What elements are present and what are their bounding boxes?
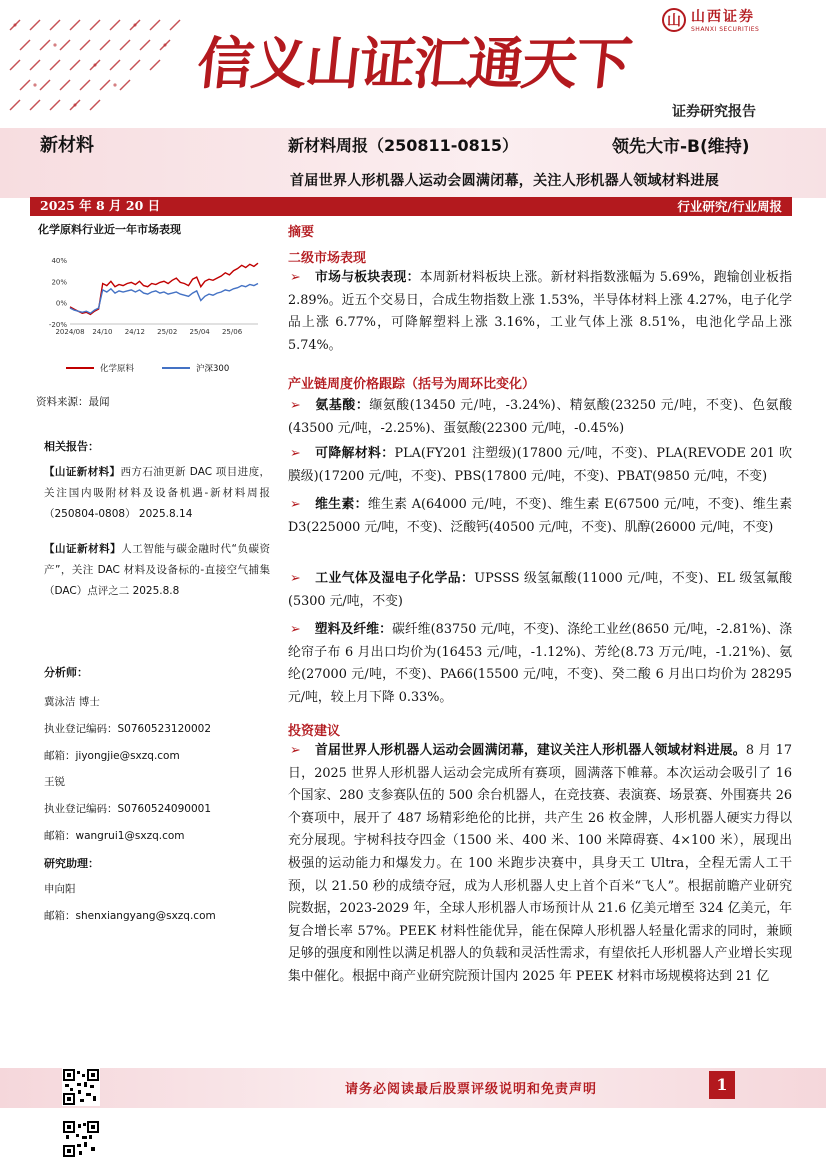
x-tick-label: 24/10 — [92, 328, 113, 336]
logo-name-cn: 山西证券 — [691, 9, 755, 25]
investment-paragraph: ➢ 首届世界人形机器人运动会圆满闭幕，建议关注人形机器人领域材料进展。8 月 17 日，2025 世界人形机器人运动会完成所有赛项，圆满落下帷幕。本次运动会吸引了 16 个国家、280 支参赛队伍的 500 余台机器人，在竞技赛、表演赛、场景赛、外围赛共 26 个赛项中，展开了 487 场精彩绝伦的比拼，共产生 26 枚金牌，人形机器人硬实力得以充分展现。宇树科技夺四金（1500 米、400 米、100 米障碍赛、4×100 米），展现出极强的运动能力和爆发力。在 100 米跑步决赛中，具身天工 Ultra，全程无需人工干预，以 21.50 秒的成绩夺冠，成为人形机器人史上首个百米“飞人”。根据前瞻产业研究院数据，2023-2029 年，全球人形机器人市场预计从 21.6 亿美元增至 324 亿美元，年复合增长率 57%。PEEK 材料性能优异，能在保障人形机器人轻量化需求的同时，兼顾足够的强度和刚性以满足机器人的负载和灵活性需求，有望依托人形机器人产业增长实现集中催化。根据中商产业研究院预计国内 2025 年 PEEK 材料市场规模将达到 21 亿 — [288, 743, 793, 984]
sector-label: 新材料 — [40, 135, 94, 156]
assistant-name: 申向阳 — [44, 883, 76, 895]
chart-title: 化学原料行业近一年市场表现 — [38, 223, 181, 236]
related-reports-label: 相关报告： — [44, 440, 99, 453]
assistant-email[interactable]: 邮箱：shenxiangyang@sxzq.com — [44, 910, 216, 922]
related-report-1[interactable]: 【山证新材料】西方石油更新 DAC 项目进度，关注国内吸附材料及设备机遇-新材料周报（250804-0808） 2025.8.14 — [44, 466, 271, 520]
logo-icon: 山 — [662, 8, 686, 32]
analyst-1-email[interactable]: 邮箱：jiyongjie@sxzq.com — [44, 750, 180, 762]
secondary-market-heading: 二级市场表现 — [288, 251, 367, 266]
market-performance-chart — [36, 252, 268, 382]
disclaimer-text: 请务必阅读最后股票评级说明和免责声明 — [345, 1082, 598, 1097]
logo-name-en: SHANXI SECURITIES — [691, 26, 760, 33]
assistant-label: 研究助理： — [44, 857, 99, 870]
legend-label: 化学原料 — [100, 364, 135, 374]
x-tick-label: 24/12 — [124, 328, 145, 336]
report-title: 新材料周报（250811-0815） — [288, 136, 518, 155]
related-report-2[interactable]: 【山证新材料】人工智能与碳金融时代“负碳资产”，关注 DAC 材料及设备标的-直接空气捕集（DAC）点评之二 2025.8.8 — [44, 543, 270, 597]
bullet-arrow-icon: ➢ — [290, 497, 301, 512]
plastic-fiber-paragraph: ➢ 塑料及纤维：碳纤维(83750 元/吨，不变)、涤纶工业丝(8650 元/吨，-2.81%)、涤纶帘子布 6 月出口均价为(16453 元/吨，-1.12%)、芳纶(8.73 万元/吨，-1.21%)、氨纶(27000 元/吨，不变)、PA66(15500 元/吨，不变)、癸二酸 6 月出口均价为 28295 元/吨，较上月下降 0.33%。 — [288, 622, 793, 705]
vitamin-paragraph: ➢ 维生素：维生素 A(64000 元/吨，不变)、维生素 E(67500 元/吨，不变)、维生素 D3(225000 元/吨，不变)、泛酸钙(40500 元/吨，不变)、肌醇(26000 元/吨，不变) — [288, 497, 792, 535]
bullet-arrow-icon: ➢ — [290, 571, 301, 586]
bullet-arrow-icon: ➢ — [290, 622, 301, 637]
summary-heading: 摘要 — [288, 225, 315, 240]
rating-label: 领先大市-B(维持) — [612, 137, 750, 157]
headline: 首届世界人形机器人运动会圆满闭幕，关注人形机器人领域材料进展 — [290, 173, 719, 189]
y-tick-label: 20% — [51, 278, 67, 287]
analyst-1-cert: 执业登记编码：S0760523120002 — [44, 723, 212, 735]
price-tracking-heading: 产业链周度价格跟踪（括号为周环比变化） — [288, 377, 536, 392]
degradable-material-paragraph: ➢ 可降解材料：PLA(FY201 注塑级)(17800 元/吨，不变)、PLA(REVODE 201 吹膜级)(17200 元/吨，不变)、PBS(17800 元/吨，不变)、PBAT(9850 元/吨，不变) — [288, 446, 793, 484]
y-tick-label: 0% — [55, 299, 67, 308]
report-category: 行业研究/行业周报 — [677, 199, 782, 214]
chart-source: 资料来源：最闻 — [36, 396, 110, 408]
bullet-arrow-icon: ➢ — [290, 398, 301, 413]
legend-label: 沪深300 — [196, 364, 230, 374]
report-date: 2025 年 8 月 20 日 — [40, 198, 161, 213]
analyst-2-cert: 执业登记编码：S0760524090001 — [44, 803, 212, 815]
x-tick-label: 2024/08 — [55, 328, 85, 336]
qr-code-icon[interactable] — [62, 1120, 100, 1158]
investment-advice-heading: 投资建议 — [288, 724, 341, 739]
bullet-arrow-icon: ➢ — [290, 270, 301, 285]
bullet-arrow-icon: ➢ — [290, 446, 301, 461]
report-type: 证券研究报告 — [672, 104, 756, 120]
industrial-gas-paragraph: ➢ 工业气体及湿电子化学品：UPSSS 级氢氟酸(11000 元/吨，不变)、EL 级氢氟酸(5300 元/吨，不变) — [288, 571, 793, 609]
series-line-2 — [70, 284, 258, 314]
analyst-label: 分析师： — [44, 666, 88, 679]
y-tick-label: -20% — [48, 321, 67, 329]
bullet-arrow-icon: ➢ — [290, 743, 301, 758]
market-performance-paragraph: ➢ 市场与板块表现：本周新材料板块上涨。新材料指数涨幅为 5.69%，跑输创业板指 2.89%。近五个交易日，合成生物指数上涨 1.53%，半导体材料上涨 4.27%，电子化学品上涨 6.77%，可降解塑料上涨 3.16%，工业气体上涨 8.51%，电池化学品上涨 5.74%。 — [288, 270, 792, 353]
page-number: 1 — [709, 1071, 735, 1099]
x-tick-label: 25/06 — [221, 328, 243, 336]
brand-slogan: 信义山证汇通天下 — [194, 31, 634, 97]
amino-acid-paragraph: ➢ 氨基酸：缬氨酸(13450 元/吨，-3.24%)、精氨酸(23250 元/吨，不变)、色氨酸(43500 元/吨，-2.25%)、蛋氨酸(22300 元/吨，-0.45%) — [288, 398, 793, 436]
x-tick-label: 25/02 — [157, 328, 178, 336]
qr-code-icon[interactable] — [62, 1068, 100, 1106]
company-logo — [662, 6, 759, 33]
y-tick-label: 40% — [51, 257, 67, 265]
analyst-2-email[interactable]: 邮箱：wangrui1@sxzq.com — [44, 830, 185, 842]
analyst-1-name: 冀泳洁 博士 — [44, 696, 100, 708]
analyst-2-name: 王锐 — [44, 776, 65, 788]
x-tick-label: 25/04 — [189, 328, 210, 336]
